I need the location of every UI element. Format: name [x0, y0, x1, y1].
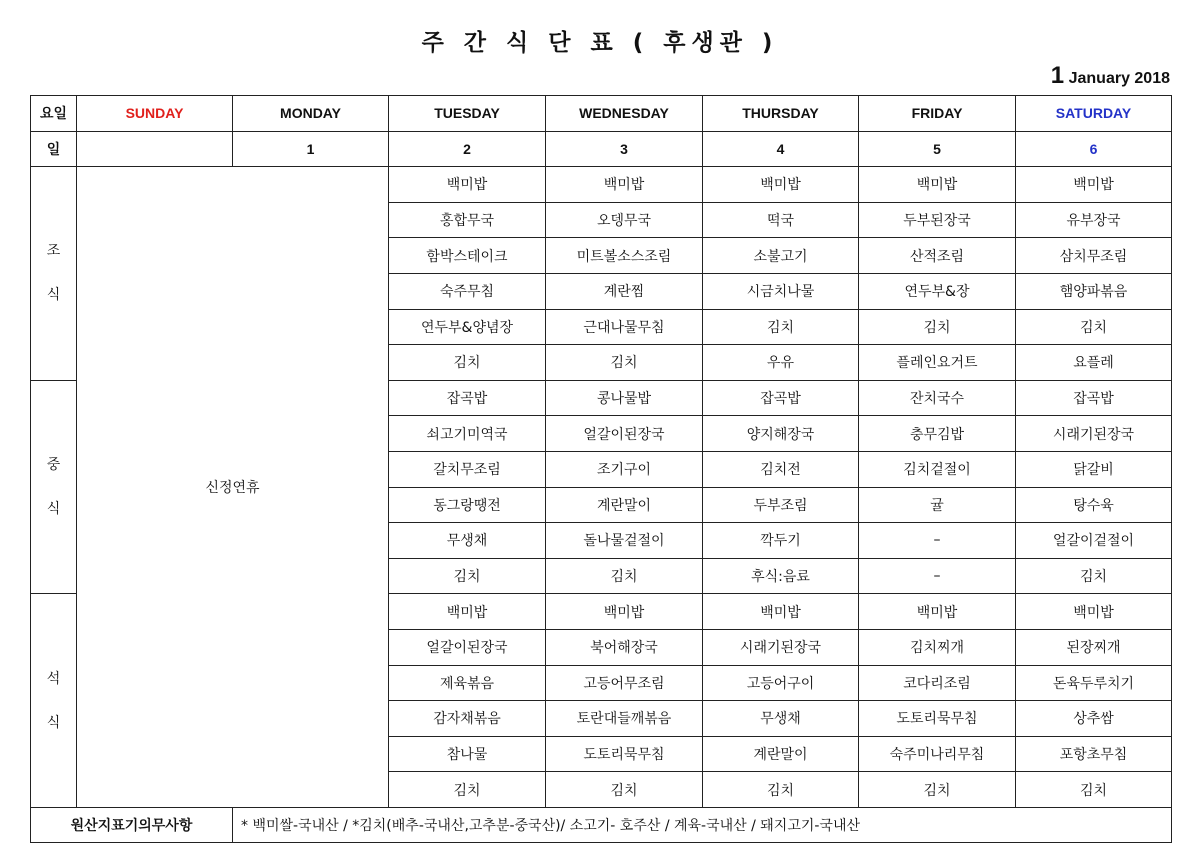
meal-name-char: 식 [46, 714, 61, 731]
menu-item-cell: 연두부&장 [859, 273, 1016, 309]
menu-item-cell: 후식:음료 [703, 558, 859, 594]
menu-item-cell: 우유 [703, 345, 859, 381]
menu-item-cell: 김치 [1016, 558, 1172, 594]
menu-item-cell: 참나물 [389, 736, 546, 772]
day-name-cell: THURSDAY [703, 96, 859, 132]
menu-item-cell: 쇠고기미역국 [389, 416, 546, 452]
meal-name-cell [31, 167, 77, 381]
date-row [31, 131, 1172, 167]
menu-item-cell: 돈육두루치기 [1016, 665, 1172, 701]
menu-item-cell: 숙주무침 [389, 273, 546, 309]
date-cell: 6 [1016, 131, 1172, 167]
menu-item-cell: 김치겉절이 [859, 451, 1016, 487]
menu-item-cell: 김치 [859, 309, 1016, 345]
date-cell: 5 [859, 131, 1016, 167]
date-day: 1 [1050, 62, 1065, 89]
menu-item-cell: 도토리묵무침 [546, 736, 703, 772]
menu-item-cell: 조기구이 [546, 451, 703, 487]
menu-item-cell: 함박스테이크 [389, 238, 546, 274]
menu-item-cell: 잡곡밥 [703, 380, 859, 416]
day-name-cell: MONDAY [233, 96, 389, 132]
menu-item-cell: 시금치나물 [703, 273, 859, 309]
menu-item-cell: 갈치무조림 [389, 451, 546, 487]
menu-item-cell: 근대나물무침 [546, 309, 703, 345]
day-name-cell: WEDNESDAY [546, 96, 703, 132]
menu-item-cell: 연두부&양념장 [389, 309, 546, 345]
day-name-cell: FRIDAY [859, 96, 1016, 132]
origin-notice-label: 원산지표기의무사항 [31, 807, 233, 843]
menu-item-cell: 김치 [389, 558, 546, 594]
menu-item-cell: 플레인요거트 [859, 345, 1016, 381]
date-cell: 4 [703, 131, 859, 167]
menu-row [31, 167, 1172, 203]
menu-item-cell: 잡곡밥 [389, 380, 546, 416]
menu-item-cell: 백미밥 [859, 167, 1016, 203]
weekly-menu-table [30, 95, 1172, 843]
menu-item-cell: 김치 [546, 558, 703, 594]
menu-item-cell: 백미밥 [703, 167, 859, 203]
menu-item-cell: 동그랑땡전 [389, 487, 546, 523]
meal-name-char: 석 [46, 670, 61, 687]
menu-item-cell: 고등어무조림 [546, 665, 703, 701]
menu-item-cell: 포항초무침 [1016, 736, 1172, 772]
menu-item-cell: 오뎅무국 [546, 202, 703, 238]
menu-item-cell: 상추쌈 [1016, 701, 1172, 737]
menu-item-cell: 김치 [703, 309, 859, 345]
menu-item-cell: 콩나물밥 [546, 380, 703, 416]
meal-name-char: 식 [46, 501, 61, 518]
menu-item-cell: 김치 [1016, 772, 1172, 808]
menu-item-cell: 얼갈이된장국 [389, 629, 546, 665]
menu-item-cell: 산적조림 [859, 238, 1016, 274]
origin-notice-row [31, 807, 1172, 843]
menu-item-cell: – [859, 558, 1016, 594]
menu-item-cell: 계란말이 [546, 487, 703, 523]
meal-name-cell [31, 594, 77, 808]
menu-item-cell: 백미밥 [546, 594, 703, 630]
menu-item-cell: 잡곡밥 [1016, 380, 1172, 416]
meal-name-char: 중 [46, 457, 61, 474]
menu-item-cell: 백미밥 [389, 167, 546, 203]
menu-item-cell: 떡국 [703, 202, 859, 238]
menu-item-cell: 김치 [859, 772, 1016, 808]
menu-item-cell: 제육볶음 [389, 665, 546, 701]
menu-item-cell: 계란찜 [546, 273, 703, 309]
date-cell: 2 [389, 131, 546, 167]
menu-item-cell: 김치 [1016, 309, 1172, 345]
menu-item-cell: 삼치무조림 [1016, 238, 1172, 274]
date-cell [77, 131, 233, 167]
menu-item-cell: 귤 [859, 487, 1016, 523]
day-name-cell: SUNDAY [77, 96, 233, 132]
menu-item-cell: 백미밥 [389, 594, 546, 630]
date-label-cell: 일 [31, 131, 77, 167]
menu-item-cell: 무생채 [389, 523, 546, 559]
menu-item-cell: 김치 [546, 345, 703, 381]
meal-name-char: 조 [46, 243, 61, 260]
menu-item-cell: 고등어구이 [703, 665, 859, 701]
menu-item-cell: 백미밥 [1016, 594, 1172, 630]
menu-item-cell: 깍두기 [703, 523, 859, 559]
menu-item-cell: 미트볼소스조림 [546, 238, 703, 274]
menu-item-cell: 김치 [546, 772, 703, 808]
day-header-row [31, 96, 1172, 132]
menu-item-cell: 잔치국수 [859, 380, 1016, 416]
menu-item-cell: 숙주미나리무침 [859, 736, 1016, 772]
menu-item-cell: 김치 [389, 345, 546, 381]
menu-item-cell: 김치 [703, 772, 859, 808]
menu-item-cell: 백미밥 [546, 167, 703, 203]
origin-notice-text: * 백미쌀-국내산 / *김치(배추-국내산,고추분-중국산)/ 소고기- 호주산 / 계육-국내산 / 돼지고기-국내산 [233, 807, 1172, 843]
page-title: 주 간 식 단 표 ( 후생관 ) [421, 30, 779, 56]
menu-item-cell: 무생채 [703, 701, 859, 737]
menu-item-cell: 탕수육 [1016, 487, 1172, 523]
menu-item-cell: 김치찌개 [859, 629, 1016, 665]
day-label-cell: 요일 [31, 96, 77, 132]
menu-item-cell: 시래기된장국 [703, 629, 859, 665]
menu-item-cell: 두부조림 [703, 487, 859, 523]
menu-item-cell: 유부장국 [1016, 202, 1172, 238]
date-cell: 1 [233, 131, 389, 167]
menu-item-cell: 양지해장국 [703, 416, 859, 452]
date-month-year: January 2018 [1068, 70, 1170, 87]
menu-item-cell: 소불고기 [703, 238, 859, 274]
menu-item-cell: 두부된장국 [859, 202, 1016, 238]
menu-item-cell: 시래기된장국 [1016, 416, 1172, 452]
menu-item-cell: – [859, 523, 1016, 559]
menu-item-cell: 북어해장국 [546, 629, 703, 665]
menu-item-cell: 돌나물겉절이 [546, 523, 703, 559]
menu-item-cell: 토란대들깨볶음 [546, 701, 703, 737]
menu-item-cell: 김치전 [703, 451, 859, 487]
menu-item-cell: 햄양파볶음 [1016, 273, 1172, 309]
menu-item-cell: 충무김밥 [859, 416, 1016, 452]
date-cell: 3 [546, 131, 703, 167]
day-name-cell: SATURDAY [1016, 96, 1172, 132]
menu-item-cell: 김치 [389, 772, 546, 808]
menu-date [1051, 62, 1170, 90]
menu-item-cell: 얼갈이겉절이 [1016, 523, 1172, 559]
menu-item-cell: 백미밥 [703, 594, 859, 630]
menu-item-cell: 된장찌개 [1016, 629, 1172, 665]
menu-item-cell: 얼갈이된장국 [546, 416, 703, 452]
day-name-cell: TUESDAY [389, 96, 546, 132]
meal-name-char: 식 [46, 287, 61, 304]
menu-item-cell: 계란말이 [703, 736, 859, 772]
menu-item-cell: 백미밥 [859, 594, 1016, 630]
menu-item-cell: 도토리묵무침 [859, 701, 1016, 737]
meal-name-cell [31, 380, 77, 594]
menu-item-cell: 홍합무국 [389, 202, 546, 238]
menu-item-cell: 코다리조림 [859, 665, 1016, 701]
menu-item-cell: 닭갈비 [1016, 451, 1172, 487]
menu-item-cell: 요플레 [1016, 345, 1172, 381]
holiday-cell: 신정연휴 [77, 167, 389, 808]
menu-item-cell: 감자채볶음 [389, 701, 546, 737]
menu-item-cell: 백미밥 [1016, 167, 1172, 203]
